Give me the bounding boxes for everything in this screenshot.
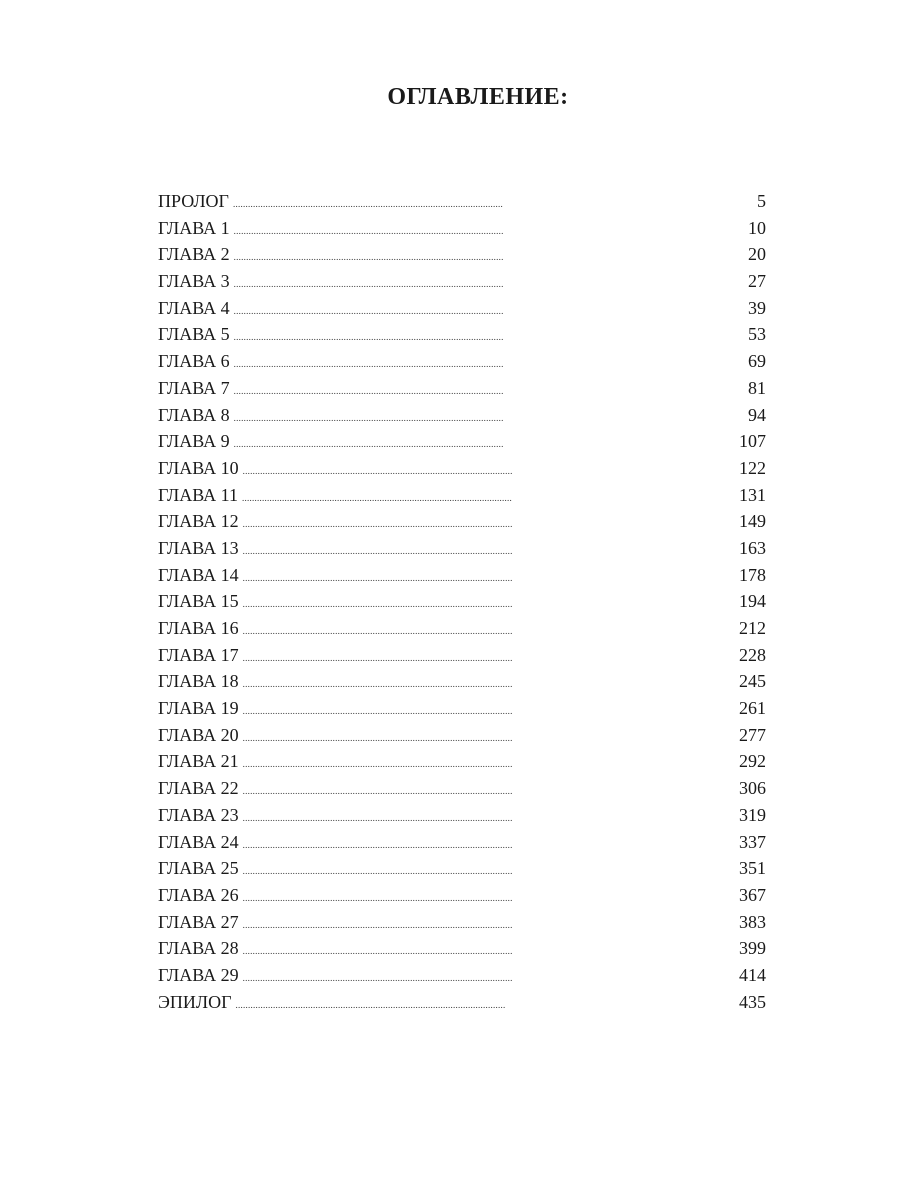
toc-dot-leader xyxy=(243,508,735,538)
toc-entry-label: ГЛАВА 16 xyxy=(158,618,239,638)
toc-entry[interactable] xyxy=(158,535,766,562)
toc-entry-label: ГЛАВА 21 xyxy=(158,751,239,772)
toc-dot-leader xyxy=(242,482,735,512)
toc-entry-page-number: 20 xyxy=(748,244,766,265)
table-of-contents xyxy=(158,188,766,1015)
toc-entry[interactable] xyxy=(158,455,766,482)
toc-entry-page-number: 27 xyxy=(748,271,766,292)
toc-dot-leader xyxy=(243,855,735,885)
toc-entry[interactable] xyxy=(158,962,766,989)
toc-dot-leader xyxy=(243,695,735,725)
toc-entry-page-number: 131 xyxy=(739,484,766,505)
toc-dot-leader xyxy=(243,802,735,832)
toc-entry-label: ГЛАВА 28 xyxy=(158,938,239,959)
toc-entry-label: ГЛАВА 14 xyxy=(158,564,239,585)
toc-entry[interactable] xyxy=(158,748,766,775)
toc-dot-leader xyxy=(234,215,744,245)
toc-entry-page-number: 367 xyxy=(739,884,766,905)
toc-dot-leader xyxy=(243,642,735,672)
toc-entry[interactable] xyxy=(158,642,766,669)
toc-entry[interactable] xyxy=(158,882,766,909)
toc-dot-leader xyxy=(243,962,735,992)
toc-dot-leader xyxy=(243,535,735,565)
toc-entry-label: ЭПИЛОГ xyxy=(158,991,232,1012)
toc-entry-label: ГЛАВА 20 xyxy=(158,724,239,745)
toc-entry-page-number: 53 xyxy=(748,324,766,345)
toc-entry-page-number: 292 xyxy=(739,751,766,772)
toc-entry-page-number: 81 xyxy=(748,377,766,398)
toc-entry[interactable] xyxy=(158,562,766,589)
toc-entry-page-number: 228 xyxy=(739,644,766,665)
toc-dot-leader xyxy=(243,455,735,485)
toc-entry-label: ГЛАВА 9 xyxy=(158,431,230,452)
toc-dot-leader xyxy=(243,668,735,698)
toc-dot-leader xyxy=(234,375,744,405)
toc-entry[interactable] xyxy=(158,321,766,348)
toc-entry-label: ГЛАВА 25 xyxy=(158,858,239,879)
toc-entry-page-number: 163 xyxy=(739,537,766,558)
toc-entry-page-number: 194 xyxy=(739,591,766,612)
toc-dot-leader xyxy=(234,428,735,458)
toc-entry[interactable] xyxy=(158,588,766,615)
toc-entry-label: ГЛАВА 15 xyxy=(158,591,239,612)
toc-entry-label: ГЛАВА 6 xyxy=(158,351,230,372)
toc-dot-leader xyxy=(234,295,744,325)
toc-entry-page-number: 383 xyxy=(739,911,766,932)
toc-entry[interactable] xyxy=(158,508,766,535)
page-title: ОГЛАВЛЕНИЕ: xyxy=(387,84,569,110)
toc-entry-label: ГЛАВА 5 xyxy=(158,324,230,345)
toc-entry-label: ГЛАВА 13 xyxy=(158,537,239,558)
toc-entry-page-number: 306 xyxy=(739,778,766,799)
toc-entry-label: ГЛАВА 1 xyxy=(158,217,230,238)
toc-dot-leader xyxy=(234,321,744,351)
toc-entry-page-number: 337 xyxy=(739,831,766,852)
toc-entry-label: ГЛАВА 17 xyxy=(158,644,239,665)
toc-entry-label: ГЛАВА 26 xyxy=(158,884,239,905)
toc-entry[interactable] xyxy=(158,295,766,322)
toc-entry-label: ГЛАВА 7 xyxy=(158,377,230,398)
toc-dot-leader xyxy=(243,935,735,965)
toc-entry[interactable] xyxy=(158,695,766,722)
toc-dot-leader xyxy=(234,348,744,378)
toc-dot-leader xyxy=(243,775,735,805)
toc-entry[interactable] xyxy=(158,855,766,882)
toc-entry[interactable] xyxy=(158,802,766,829)
toc-entry[interactable] xyxy=(158,909,766,936)
toc-entry[interactable] xyxy=(158,668,766,695)
toc-entry[interactable] xyxy=(158,935,766,962)
toc-entry-label: ГЛАВА 27 xyxy=(158,911,239,932)
toc-dot-leader xyxy=(243,882,735,912)
toc-entry-page-number: 122 xyxy=(739,457,766,478)
toc-entry-label: ГЛАВА 4 xyxy=(158,297,230,318)
toc-entry-label: ГЛАВА 2 xyxy=(158,244,230,265)
toc-entry-page-number: 5 xyxy=(757,191,766,211)
toc-entry[interactable] xyxy=(158,348,766,375)
toc-entry-page-number: 435 xyxy=(739,991,766,1012)
toc-entry-page-number: 69 xyxy=(748,351,766,372)
toc-dot-leader xyxy=(243,722,735,752)
toc-dot-leader xyxy=(243,909,735,939)
toc-entry-page-number: 399 xyxy=(739,938,766,959)
toc-entry-label: ГЛАВА 23 xyxy=(158,804,239,825)
toc-dot-leader xyxy=(234,402,744,432)
toc-entry[interactable] xyxy=(158,241,766,268)
toc-entry-page-number: 261 xyxy=(739,698,766,719)
toc-entry-label: ПРОЛОГ xyxy=(158,191,229,211)
toc-entry[interactable] xyxy=(158,428,766,455)
toc-entry[interactable] xyxy=(158,268,766,295)
toc-entry[interactable] xyxy=(158,482,766,509)
toc-entry[interactable] xyxy=(158,829,766,856)
toc-entry[interactable] xyxy=(158,775,766,802)
toc-entry[interactable] xyxy=(158,989,766,1016)
toc-entry-page-number: 178 xyxy=(739,564,766,585)
toc-entry-label: ГЛАВА 19 xyxy=(158,698,239,719)
toc-dot-leader xyxy=(243,748,735,778)
toc-entry[interactable] xyxy=(158,722,766,749)
toc-entry-page-number: 212 xyxy=(739,618,766,638)
toc-entry[interactable] xyxy=(158,615,766,642)
toc-entry-label: ГЛАВА 3 xyxy=(158,271,230,292)
toc-dot-leader xyxy=(243,562,735,592)
toc-entry-page-number: 39 xyxy=(748,297,766,318)
toc-dot-leader xyxy=(243,829,735,859)
toc-dot-leader xyxy=(234,268,744,298)
toc-entry[interactable] xyxy=(158,402,766,429)
toc-entry-label: ГЛАВА 22 xyxy=(158,778,239,799)
toc-entry-page-number: 319 xyxy=(739,804,766,825)
toc-entry-label: ГЛАВА 10 xyxy=(158,457,239,478)
toc-entry-page-number: 414 xyxy=(739,964,766,985)
toc-entry[interactable] xyxy=(158,215,766,242)
toc-entry-label: ГЛАВА 8 xyxy=(158,404,230,425)
toc-entry-label: ГЛАВА 12 xyxy=(158,511,239,532)
toc-entry-page-number: 107 xyxy=(739,431,766,452)
toc-entry-page-number: 94 xyxy=(748,404,766,425)
toc-entry-page-number: 277 xyxy=(739,724,766,745)
toc-entry-page-number: 149 xyxy=(739,511,766,532)
toc-entry[interactable] xyxy=(158,375,766,402)
toc-entry-page-number: 10 xyxy=(748,217,766,238)
toc-dot-leader xyxy=(236,989,736,1019)
toc-entry-label: ГЛАВА 29 xyxy=(158,964,239,985)
toc-dot-leader xyxy=(233,188,753,218)
toc-entry-label: ГЛАВА 24 xyxy=(158,831,239,852)
toc-dot-leader xyxy=(243,588,735,618)
toc-entry-page-number: 351 xyxy=(739,858,766,879)
toc-entry-label: ГЛАВА 18 xyxy=(158,671,239,692)
toc-entry[interactable] xyxy=(158,188,766,215)
toc-dot-leader xyxy=(234,241,744,271)
toc-entry-page-number: 245 xyxy=(739,671,766,692)
toc-dot-leader xyxy=(243,615,735,645)
toc-entry-label: ГЛАВА 11 xyxy=(158,484,238,505)
